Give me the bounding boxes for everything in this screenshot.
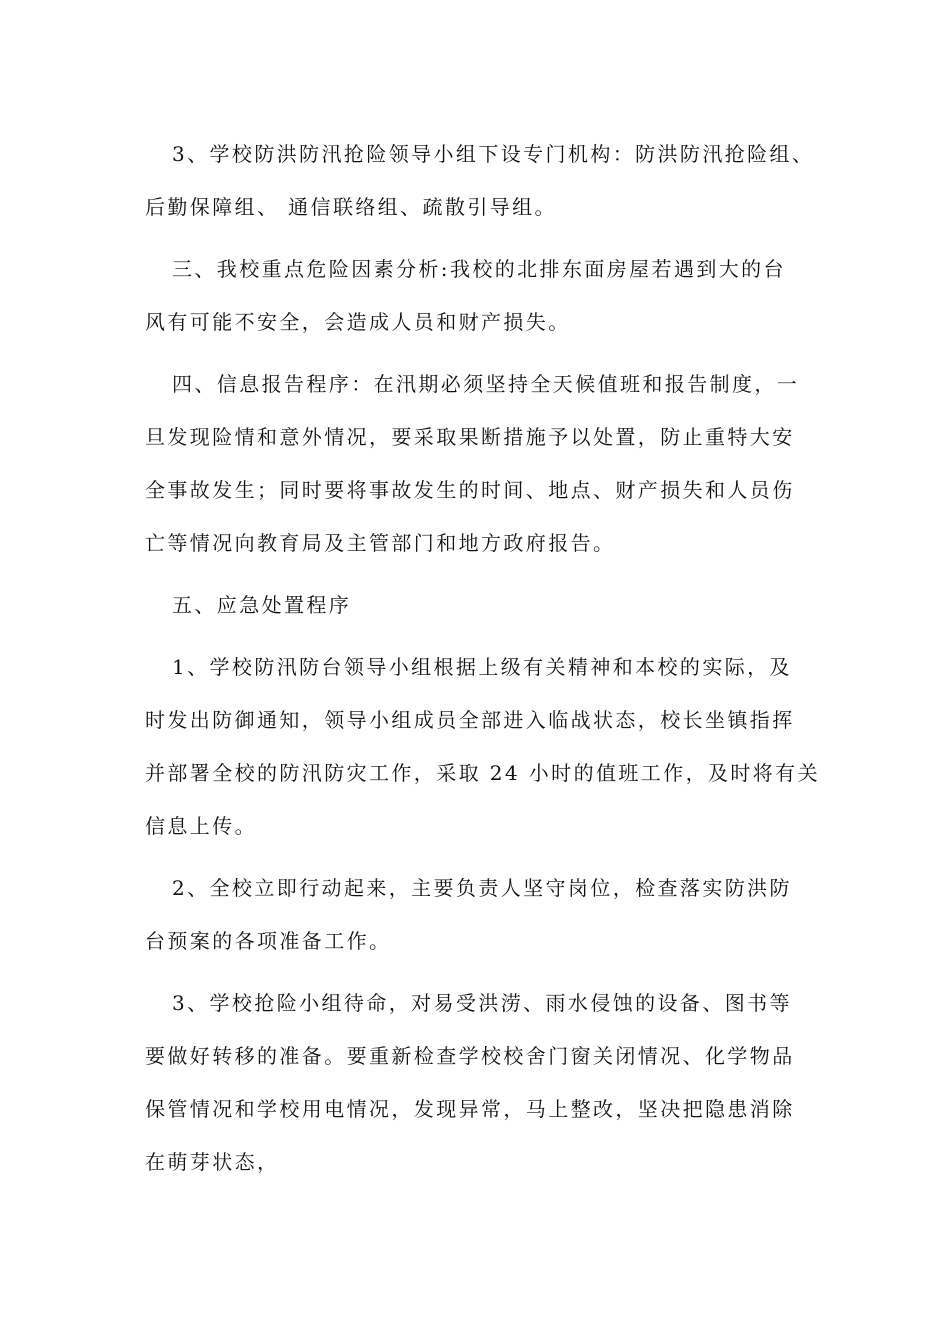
text-line: 三、我校重点危险因素分析:我校的北排东面房屋若遇到大的台: [172, 257, 786, 281]
text-line: 信息上传。: [145, 814, 257, 838]
text-line: 3、学校抢险小组待命，对易受洪涝、雨水侵蚀的设备、图书等: [172, 991, 792, 1015]
text-line: 四、信息报告程序：在汛期必须坚持全天候值班和报告制度，一: [172, 372, 800, 396]
text-line: 2、全校立即行动起来，主要负责人坚守岗位，检查落实防洪防: [172, 876, 792, 900]
text-line: 要做好转移的准备。要重新检查学校校舍门窗关闭情况、化学物品: [145, 1044, 795, 1068]
text-line: 亡等情况向教育局及主管部门和地方政府报告。: [145, 531, 616, 555]
paragraph-step-2: [145, 862, 805, 968]
text-line: 1、学校防汛防台领导小组根据上级有关精神和本校的实际，及: [172, 655, 792, 679]
text-line: 五、应急处置程序: [172, 593, 352, 617]
paragraph-reporting-procedure: [145, 358, 805, 570]
paragraph-step-1: [145, 641, 820, 853]
paragraph-organization: [145, 128, 815, 234]
text-line: 旦发现险情和意外情况，要采取果断措施予以处置，防止重特大安: [145, 425, 795, 449]
paragraph-step-3: [145, 977, 805, 1189]
text-line: 后勤保障组、 通信联络组、疏散引导组。: [145, 195, 557, 219]
text-line: 3、学校防洪防汛抢险领导小组下设专门机构：防洪防汛抢险组、: [172, 142, 815, 166]
paragraph-risk-analysis: [145, 243, 805, 349]
text-line: 全事故发生；同时要将事故发生的时间、地点、财产损失和人员伤: [145, 478, 795, 502]
text-line: 台预案的各项准备工作。: [145, 929, 392, 953]
document-body: [145, 128, 820, 1198]
text-line: 风有可能不安全，会造成人员和财产损失。: [145, 310, 571, 334]
text-line: 并部署全校的防汛防灾工作，采取 24 小时的值班工作，及时将有关: [145, 761, 820, 785]
text-line: 时发出防御通知，领导小组成员全部进入临战状态，校长坐镇指挥: [145, 708, 795, 732]
text-line: 保管情况和学校用电情况，发现异常，马上整改，坚决把隐患消除: [145, 1097, 795, 1121]
section-heading-emergency: [145, 579, 805, 632]
text-line: 在萌芽状态，: [145, 1150, 280, 1174]
